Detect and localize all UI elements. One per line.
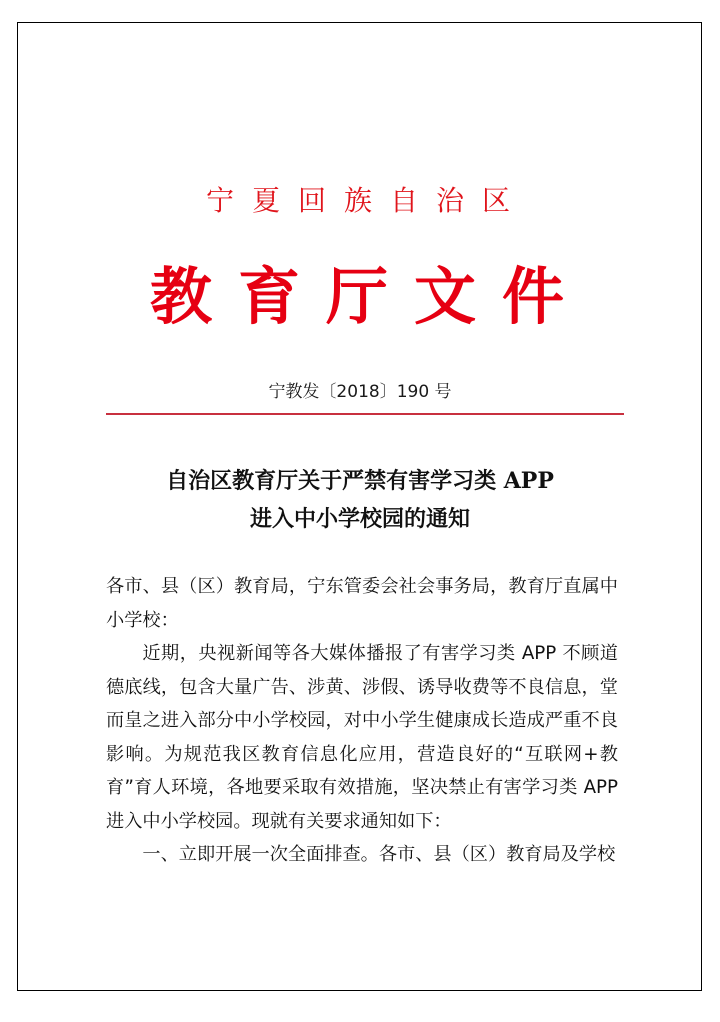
issuer-document-title: 教育厅文件 <box>149 260 590 333</box>
document-number: 宁教发〔2018〕190 号 <box>268 382 452 402</box>
salutation: 各市、县（区）教育局，宁东管委会社会事务局，教育厅直属中小学校： <box>106 576 618 631</box>
body-paragraph: 近期，央视新闻等各大媒体播报了有害学习类 APP 不顾道德底线，包含大量广告、涉黄、涉假、诱导收费等不良信息，堂而皇之进入部分中小学校园，对中小学生健康成长造成严重不良影响。为规范我区教育信息化应用，营造良好的“互联网+教育”育人环境，各地要采取有效措施，坚决禁止有害学习类 APP 进入中小学校园。现就有关要求通知如下： <box>106 643 618 832</box>
notice-title <box>0 462 720 538</box>
red-separator-rule <box>106 413 624 415</box>
notice-title-line-1: 自治区教育厅关于严禁有害学习类 APP <box>166 468 554 494</box>
body-paragraph: 一、立即开展一次全面排查。各市、县（区）教育局及学校 <box>142 844 616 865</box>
notice-title-line-2: 进入中小学校园的通知 <box>249 506 470 532</box>
issuer-region-heading: 宁夏回族自治区 <box>205 184 528 217</box>
notice-body <box>106 570 618 872</box>
